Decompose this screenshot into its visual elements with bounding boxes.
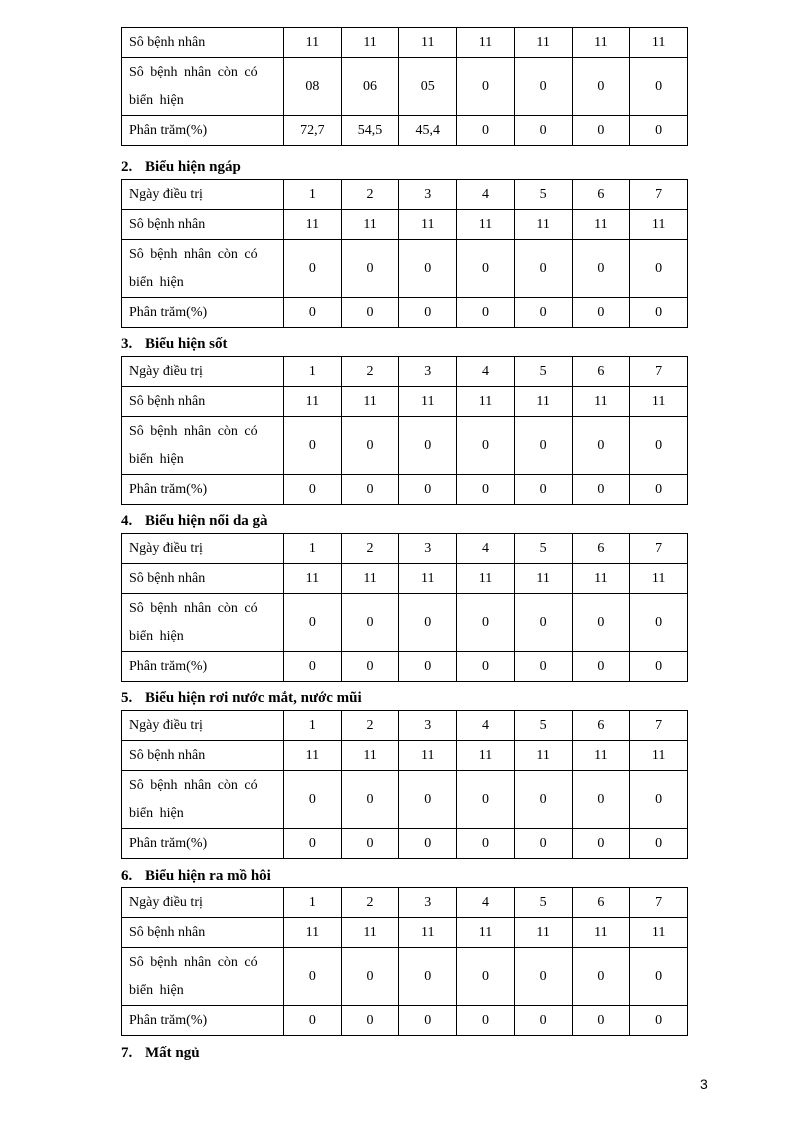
row-label: Sô bệnh nhân [122,918,284,948]
table-row [122,387,688,417]
row-label: Phân trăm(%) [122,116,284,146]
table-cell: 11 [630,918,688,948]
table-cell: 11 [514,564,572,594]
table-cell: 0 [284,298,342,328]
table-section-5 [121,710,688,859]
table-cell: 6 [572,888,630,918]
table-row [122,741,688,771]
table-cell: 11 [572,741,630,771]
table-cell: 11 [572,564,630,594]
table-cell: 0 [514,240,572,298]
table-cell: 2 [341,357,399,387]
row-label: Phân trăm(%) [122,1006,284,1036]
table-row [122,417,688,475]
table-cell: 6 [572,534,630,564]
table-cell: 11 [572,28,630,58]
table-cell: 0 [572,298,630,328]
row-label: Sô bệnh nhân còn có biển hiện [122,417,284,475]
table-cell: 0 [457,594,515,652]
table-cell: 0 [514,1006,572,1036]
table-cell: 0 [514,298,572,328]
table-row [122,1006,688,1036]
table-cell: 0 [572,116,630,146]
table-cell: 2 [341,180,399,210]
table-cell: 5 [514,888,572,918]
table-cell: 0 [457,829,515,859]
table-cell: 2 [341,888,399,918]
table-cell: 3 [399,357,457,387]
table-cell: 4 [457,888,515,918]
top-table [121,27,688,146]
section-heading-6: 6. Biểu hiện ra mồ hôi [121,868,271,884]
table-cell: 0 [630,948,688,1006]
table-row [122,475,688,505]
table-cell: 0 [630,417,688,475]
table-cell: 0 [341,240,399,298]
row-label: Sô bệnh nhân còn có biển hiện [122,240,284,298]
table-cell: 0 [630,829,688,859]
table-cell: 11 [514,28,572,58]
table-cell: 0 [341,948,399,1006]
row-label: Sô bệnh nhân [122,564,284,594]
table-cell: 0 [399,829,457,859]
table-cell: 4 [457,711,515,741]
row-label: Sô bệnh nhân còn có biển hiện [122,948,284,1006]
table-cell: 0 [284,771,342,829]
table-cell: 3 [399,180,457,210]
row-label: Phân trăm(%) [122,829,284,859]
table-cell: 0 [572,240,630,298]
table-cell: 0 [341,771,399,829]
table-row [122,948,688,1006]
table-cell: 3 [399,711,457,741]
table-cell: 7 [630,534,688,564]
table-cell: 0 [457,771,515,829]
table-cell: 11 [457,918,515,948]
table-section-3 [121,356,688,505]
table-cell: 0 [514,594,572,652]
table-cell: 11 [341,741,399,771]
table-cell: 0 [572,652,630,682]
table-cell: 11 [341,28,399,58]
table-cell: 0 [572,771,630,829]
table-cell: 11 [284,741,342,771]
table-cell: 0 [341,594,399,652]
table-section-2 [121,179,688,328]
table-cell: 11 [630,210,688,240]
table-cell: 11 [514,387,572,417]
table-cell: 0 [630,594,688,652]
table-cell: 11 [457,564,515,594]
table-cell: 11 [630,741,688,771]
table-cell: 0 [630,298,688,328]
table-cell: 11 [341,918,399,948]
row-label: Ngày điều trị [122,357,284,387]
table-cell: 0 [457,1006,515,1036]
table-cell: 0 [457,116,515,146]
row-label: Sô bệnh nhân còn có biển hiện [122,771,284,829]
table-cell: 11 [399,741,457,771]
table-cell: 11 [341,387,399,417]
table-cell: 11 [630,387,688,417]
table-cell: 11 [284,564,342,594]
table-cell: 0 [284,594,342,652]
table-cell: 1 [284,711,342,741]
table-cell: 0 [284,240,342,298]
table-cell: 0 [514,829,572,859]
table-row [122,918,688,948]
table-cell: 0 [572,829,630,859]
row-label: Ngày điều trị [122,534,284,564]
table-cell: 0 [399,475,457,505]
row-label: Ngày điều trị [122,180,284,210]
table-cell: 0 [399,298,457,328]
table-cell: 0 [399,1006,457,1036]
row-label: Phân trăm(%) [122,652,284,682]
table-cell: 06 [341,58,399,116]
table-cell: 0 [341,652,399,682]
table-cell: 0 [514,475,572,505]
table-cell: 6 [572,180,630,210]
table-cell: 0 [457,58,515,116]
table-row [122,711,688,741]
table-row [122,357,688,387]
row-label: Ngày điều trị [122,711,284,741]
table-row [122,58,688,116]
table-cell: 0 [457,948,515,1006]
row-label: Sô bệnh nhân [122,210,284,240]
table-row [122,28,688,58]
row-label: Ngày điều trị [122,888,284,918]
table-cell: 0 [630,771,688,829]
table-row [122,564,688,594]
table-cell: 0 [284,652,342,682]
table-cell: 0 [399,594,457,652]
table-cell: 0 [284,475,342,505]
table-cell: 45,4 [399,116,457,146]
row-label: Phân trăm(%) [122,475,284,505]
table-cell: 11 [630,564,688,594]
table-row [122,771,688,829]
table-cell: 0 [630,1006,688,1036]
table-cell: 0 [630,475,688,505]
table-row [122,240,688,298]
table-cell: 11 [399,564,457,594]
table-cell: 0 [514,652,572,682]
section-heading-7: 7. Mất ngủ [121,1045,200,1061]
table-cell: 0 [572,594,630,652]
table-row [122,116,688,146]
table-cell: 0 [572,948,630,1006]
table-cell: 0 [630,240,688,298]
table-cell: 1 [284,534,342,564]
table-cell: 0 [514,948,572,1006]
table-cell: 5 [514,180,572,210]
table-cell: 0 [341,829,399,859]
table-row [122,652,688,682]
table-cell: 0 [399,240,457,298]
table-row [122,180,688,210]
table-cell: 2 [341,534,399,564]
row-label: Sô bệnh nhân [122,387,284,417]
table-cell: 11 [457,741,515,771]
page-number: 3 [700,1076,708,1092]
table-cell: 5 [514,357,572,387]
table-cell: 0 [284,417,342,475]
table-cell: 0 [341,417,399,475]
table-cell: 11 [399,28,457,58]
table-cell: 6 [572,357,630,387]
table-cell: 0 [572,475,630,505]
table-cell: 11 [399,918,457,948]
table-cell: 7 [630,711,688,741]
table-cell: 11 [341,210,399,240]
section-heading-4: 4. Biểu hiện nổi da gà [121,513,268,529]
row-label: Sô bệnh nhân còn có biển hiện [122,594,284,652]
table-cell: 11 [284,387,342,417]
table-cell: 0 [572,417,630,475]
table-cell: 0 [284,948,342,1006]
table-cell: 11 [630,28,688,58]
table-cell: 0 [284,829,342,859]
table-cell: 3 [399,888,457,918]
table-cell: 7 [630,357,688,387]
table-cell: 0 [341,475,399,505]
row-label: Phân trăm(%) [122,298,284,328]
table-cell: 11 [457,387,515,417]
section-heading-3: 3. Biểu hiện sốt [121,336,228,352]
row-label: Sô bệnh nhân còn có biển hiện [122,58,284,116]
table-cell: 11 [514,741,572,771]
table-cell: 11 [341,564,399,594]
table-row [122,210,688,240]
table-cell: 0 [399,417,457,475]
table-cell: 11 [284,210,342,240]
table-cell: 0 [399,652,457,682]
table-cell: 1 [284,357,342,387]
table-cell: 0 [457,475,515,505]
table-cell: 0 [457,298,515,328]
table-cell: 54,5 [341,116,399,146]
table-cell: 0 [630,652,688,682]
table-cell: 11 [514,918,572,948]
table-cell: 4 [457,180,515,210]
table-cell: 4 [457,534,515,564]
table-cell: 4 [457,357,515,387]
table-row [122,888,688,918]
table-cell: 5 [514,534,572,564]
table-cell: 0 [514,116,572,146]
table-cell: 0 [457,652,515,682]
table-cell: 0 [630,58,688,116]
section-heading-2: 2. Biểu hiện ngáp [121,159,241,175]
table-cell: 11 [457,28,515,58]
table-cell: 7 [630,180,688,210]
table-section-6 [121,887,688,1036]
table-cell: 0 [341,1006,399,1036]
table-cell: 11 [572,210,630,240]
table-cell: 0 [457,240,515,298]
table-cell: 0 [572,1006,630,1036]
table-cell: 11 [399,387,457,417]
table-cell: 08 [284,58,342,116]
table-section-4 [121,533,688,682]
table-cell: 0 [284,1006,342,1036]
table-cell: 0 [514,58,572,116]
table-cell: 2 [341,711,399,741]
table-cell: 11 [284,918,342,948]
table-cell: 11 [572,918,630,948]
table-cell: 05 [399,58,457,116]
table-cell: 11 [572,387,630,417]
table-cell: 0 [399,948,457,1006]
table-cell: 0 [514,771,572,829]
table-row [122,594,688,652]
table-cell: 11 [457,210,515,240]
table-cell: 0 [341,298,399,328]
row-label: Sô bệnh nhân [122,28,284,58]
table-cell: 0 [514,417,572,475]
table-cell: 11 [514,210,572,240]
table-cell: 0 [399,771,457,829]
table-cell: 7 [630,888,688,918]
row-label: Sô bệnh nhân [122,741,284,771]
table-cell: 1 [284,888,342,918]
table-cell: 6 [572,711,630,741]
table-cell: 0 [572,58,630,116]
section-heading-5: 5. Biểu hiện rơi nước mắt, nước mũi [121,690,362,706]
table-row [122,534,688,564]
table-cell: 72,7 [284,116,342,146]
table-cell: 1 [284,180,342,210]
table-cell: 5 [514,711,572,741]
table-cell: 11 [284,28,342,58]
table-row [122,298,688,328]
table-cell: 11 [399,210,457,240]
table-cell: 0 [457,417,515,475]
table-cell: 0 [630,116,688,146]
table-row [122,829,688,859]
table-cell: 3 [399,534,457,564]
